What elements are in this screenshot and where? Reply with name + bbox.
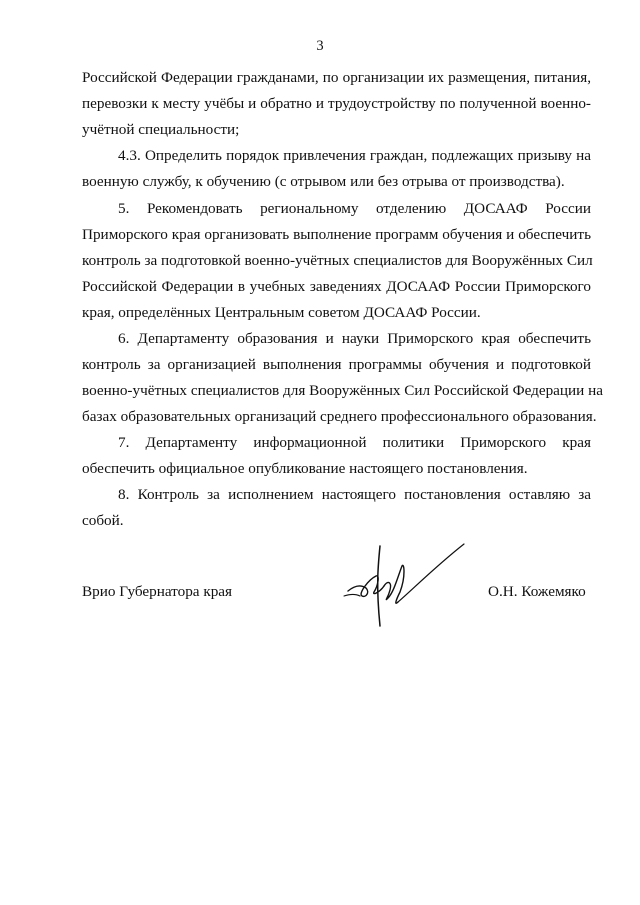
paragraph-line: Российской Федерации в учебных заведениях ДОСААФ России Приморского [82,278,591,295]
paragraph-line: военную службу, к обучению (с отрывом или без отрыва от производства). [82,173,565,190]
paragraph-line: контроль за подготовкой военно-учётных специалистов для Вооружённых Сил [82,252,593,269]
paragraph-line: 5. Рекомендовать региональному отделению ДОСААФ России [118,200,591,217]
paragraph-line: базах образовательных организаций среднего профессионального образования. [82,408,597,425]
handwritten-signature [340,536,470,636]
paragraph-line: 8. Контроль за исполнением настоящего постановления оставляю за [118,486,591,503]
paragraph-line: Приморского края организовать выполнение программ обучения и обеспечить [82,226,591,243]
page-number: 3 [316,38,324,54]
paragraph-line: собой. [82,512,124,529]
paragraph-line: 6. Департаменту образования и науки Приморского края обеспечить [118,330,591,347]
paragraph-line: перевозки к месту учёбы и обратно и трудоустройству по полученной военно- [82,95,591,112]
paragraph-line: военно-учётных специалистов для Вооружённых Сил Российской Федерации на [82,382,603,399]
signatory-title: Врио Губернатора края [82,583,233,600]
signatory-name: О.Н. Кожемяко [488,583,586,600]
paragraph-line: 4.3. Определить порядок привлечения граждан, подлежащих призыву на [118,147,591,164]
paragraph-line: края, определённых Центральным советом ДОСААФ России. [82,304,481,321]
paragraph-line: Российской Федерации гражданами, по организации их размещения, питания, [82,69,591,86]
paragraph-line: 7. Департаменту информационной политики Приморского края [118,434,591,451]
paragraph-line: контроль за организацией выполнения программы обучения и подготовкой [82,356,591,373]
paragraph-line: учётной специальности; [82,121,240,138]
paragraph-line: обеспечить официальное опубликование настоящего постановления. [82,460,528,477]
